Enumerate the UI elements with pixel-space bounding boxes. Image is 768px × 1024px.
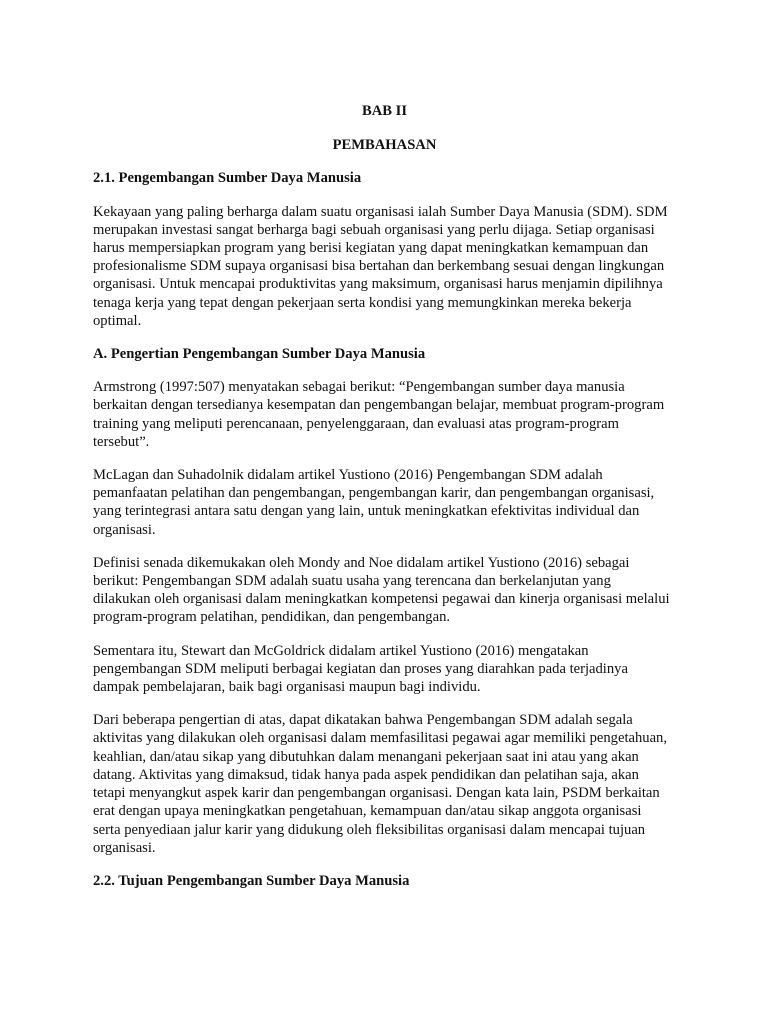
section-heading-2-2: 2.2. Tujuan Pengembangan Sumber Daya Manusia [93, 872, 410, 889]
subsection-heading-a: A. Pengertian Pengembangan Sumber Daya Manusia [93, 346, 426, 363]
paragraph-intro: Kekayaan yang paling berharga dalam suatu organisasi ialah Sumber Daya Manusia (SDM). SDM merupakan investasi sangat berharga bagi sebuah organisasi yang perlu dijaga. Setiap organisasi harus mempersiapkan program yang berisi kegiatan yang dapat meningkatkan kemampuan dan profesionalisme SDM supaya organisasi bisa bertahan dan berkembang sesuai dengan lingkungan organisasi. Untuk mencapai produktivitas yang maksimum, organisasi harus menjamin dipilihnya tenaga kerja yang tepat dengan pekerjaan serta kondisi yang memungkinkan mereka bekerja optimal. [93, 203, 668, 329]
paragraph-armstrong: Armstrong (1997:507) menyatakan sebagai berikut: “Pengembangan sumber daya manusia berkaitan dengan tersedianya kesempatan dan pengembangan belajar, membuat program-program training yang meliputi perencanaan, penyelenggaraan, dan evaluasi atas program-program tersebut”. [93, 379, 665, 450]
paragraph-summary: Dari beberapa pengertian di atas, dapat dikatakan bahwa Pengembangan SDM adalah segala aktivitas yang dilakukan oleh organisasi dalam memfasilitasi pegawai agar memiliki pengetahuan, keahlian, dan/atau sikap yang dibutuhkan dalam menangani pekerjaan saat ini atau yang akan datang. Aktivitas yang dimaksud, tidak hanya pada aspek pendidikan dan pelatihan saja, akan tetapi menyangkut aspek karir dan pengembangan organisasi. Dengan kata lain, PSDM berkaitan erat dengan upaya meningkatkan pengetahuan, kemampuan dan/atau sikap anggota organisasi serta penyediaan jalur karir yang didukung oleh fleksibilitas organisasi dalam mencapai tujuan organisasi. [93, 712, 667, 856]
paragraph-mclagan: McLagan dan Suhadolnik didalam artikel Yustiono (2016) Pengembangan SDM adalah pemanfaatan pelatihan dan pengembangan, pengembangan karir, dan pengembangan organisasi, yang terintegrasi antara satu dengan yang lain, untuk meningkatkan efektivitas individual dan organisasi. [93, 467, 655, 538]
section-heading-2-1: 2.1. Pengembangan Sumber Daya Manusia [93, 170, 362, 187]
chapter-title: BAB II [361, 103, 407, 119]
paragraph-stewart: Sementara itu, Stewart dan McGoldrick didalam artikel Yustiono (2016) mengatakan pengembangan SDM meliputi berbagai kegiatan dan proses yang diarahkan pada terjadinya dampak pembelajaran, baik bagi organisasi maupun bagi individu. [93, 642, 628, 696]
paragraph-mondy: Definisi senada dikemukakan oleh Mondy and Noe didalam artikel Yustiono (2016) sebagai berikut: Pengembangan SDM adalah suatu usaha yang terencana dan berkelanjutan yang dilakukan oleh organisasi dalam meningkatkan kompetensi pegawai dan kinerja organisasi melalui program-program pelatihan, pendidikan, dan pengembangan. [93, 554, 670, 626]
chapter-subtitle: PEMBAHASAN [332, 137, 437, 154]
